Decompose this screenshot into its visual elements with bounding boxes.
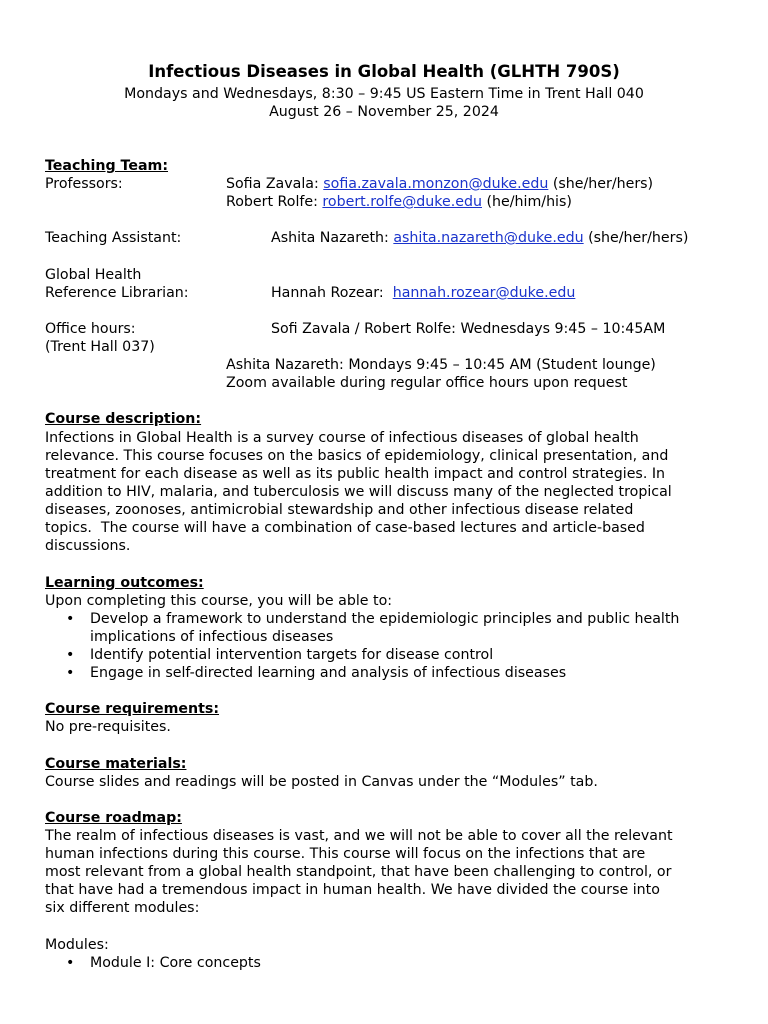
- professor-2-email-link[interactable]: robert.rolfe@duke.edu: [322, 194, 482, 210]
- course-materials-text: Course slides and readings will be posted in Canvas under the “Modules” tab.: [45, 774, 598, 790]
- learning-outcomes-heading: Learning outcomes:: [45, 575, 204, 591]
- professor-1-contact: [226, 175, 653, 193]
- course-description-line: topics. The course will have a combination of case-based lectures and article-based: [45, 520, 645, 536]
- course-requirements-text: No pre-requisites.: [45, 719, 171, 735]
- module-item: Module I: Core concepts: [90, 955, 261, 971]
- date-range-text: August 26 – November 25, 2024: [269, 104, 499, 120]
- professors-label: Professors:: [45, 176, 123, 192]
- course-description-heading: Course description:: [45, 411, 202, 427]
- office-hours-professors: Sofi Zavala / Robert Rolfe: Wednesdays 9:45 – 10:45AM: [271, 321, 666, 337]
- bullet-icon: •: [66, 611, 75, 627]
- professor-1-name: Sofia Zavala:: [226, 176, 324, 192]
- ta-pronouns: (she/her/hers): [583, 230, 689, 246]
- office-hours-ta: Ashita Nazareth: Mondays 9:45 – 10:45 AM (Student lounge): [226, 357, 656, 373]
- course-description-line: addition to HIV, malaria, and tuberculosis we will discuss many of the neglected tropical: [45, 484, 672, 500]
- professor-2-name: Robert Rolfe:: [226, 194, 323, 210]
- outcome-item: Develop a framework to understand the epidemiologic principles and public health: [90, 611, 680, 627]
- bullet-icon: •: [66, 665, 75, 681]
- course-description-line: discussions.: [45, 538, 131, 554]
- course-description-line: diseases, zoonoses, antimicrobial stewardship and other infectious disease related: [45, 502, 634, 518]
- ta-name: Ashita Nazareth:: [271, 230, 394, 246]
- course-description-line: relevance. This course focuses on the basics of epidemiology, clinical presentation, and: [45, 448, 669, 464]
- course-roadmap-line: The realm of infectious diseases is vast, and we will not be able to cover all the relevant: [45, 828, 673, 844]
- office-hours-label: Office hours:: [45, 321, 136, 337]
- professor-2-contact: [226, 193, 572, 211]
- librarian-email-link[interactable]: hannah.rozear@duke.edu: [392, 285, 576, 301]
- modules-label: Modules:: [45, 937, 109, 953]
- course-roadmap-line: that have had a tremendous impact in human health. We have divided the course into: [45, 882, 660, 898]
- outcome-item-continued: implications of infectious diseases: [90, 629, 334, 645]
- course-description-line: treatment for each disease as well as its public health impact and control strategies. In: [45, 466, 666, 482]
- librarian-name: Hannah Rozear:: [271, 285, 393, 301]
- bullet-icon: •: [66, 647, 75, 663]
- ta-email-link[interactable]: ashita.nazareth@duke.edu: [393, 230, 584, 246]
- outcome-item: Identify potential intervention targets for disease control: [90, 647, 494, 663]
- course-description-line: Infections in Global Health is a survey course of infectious diseases of global health: [45, 430, 639, 446]
- bullet-icon: •: [66, 955, 75, 971]
- professor-2-pronouns: (he/him/his): [481, 194, 572, 210]
- professor-1-email-link[interactable]: sofia.zavala.monzon@duke.edu: [323, 176, 549, 192]
- course-materials-heading: Course materials:: [45, 756, 187, 772]
- office-location: (Trent Hall 037): [45, 339, 155, 355]
- schedule-text: Mondays and Wednesdays, 8:30 – 9:45 US Eastern Time in Trent Hall 040: [124, 86, 644, 102]
- office-hours-zoom: Zoom available during regular office hours upon request: [226, 375, 628, 391]
- course-roadmap-line: six different modules:: [45, 900, 200, 916]
- course-roadmap-heading: Course roadmap:: [45, 810, 182, 826]
- page-title: Infectious Diseases in Global Health (GLHTH 790S): [148, 62, 620, 81]
- course-roadmap-line: most relevant from a global health standpoint, that have been challenging to control, or: [45, 864, 672, 880]
- ta-contact: [271, 229, 688, 247]
- librarian-label-line-1: Global Health: [45, 267, 142, 283]
- librarian-contact: [271, 284, 575, 302]
- outcome-item: Engage in self-directed learning and analysis of infectious diseases: [90, 665, 567, 681]
- course-roadmap-line: human infections during this course. This course will focus on the infections that are: [45, 846, 646, 862]
- learning-outcomes-intro: Upon completing this course, you will be able to:: [45, 593, 393, 609]
- librarian-label-line-2: Reference Librarian:: [45, 285, 189, 301]
- professor-1-pronouns: (she/her/hers): [548, 176, 654, 192]
- teaching-team-heading: Teaching Team:: [45, 158, 169, 174]
- ta-label: Teaching Assistant:: [45, 230, 182, 246]
- course-requirements-heading: Course requirements:: [45, 701, 220, 717]
